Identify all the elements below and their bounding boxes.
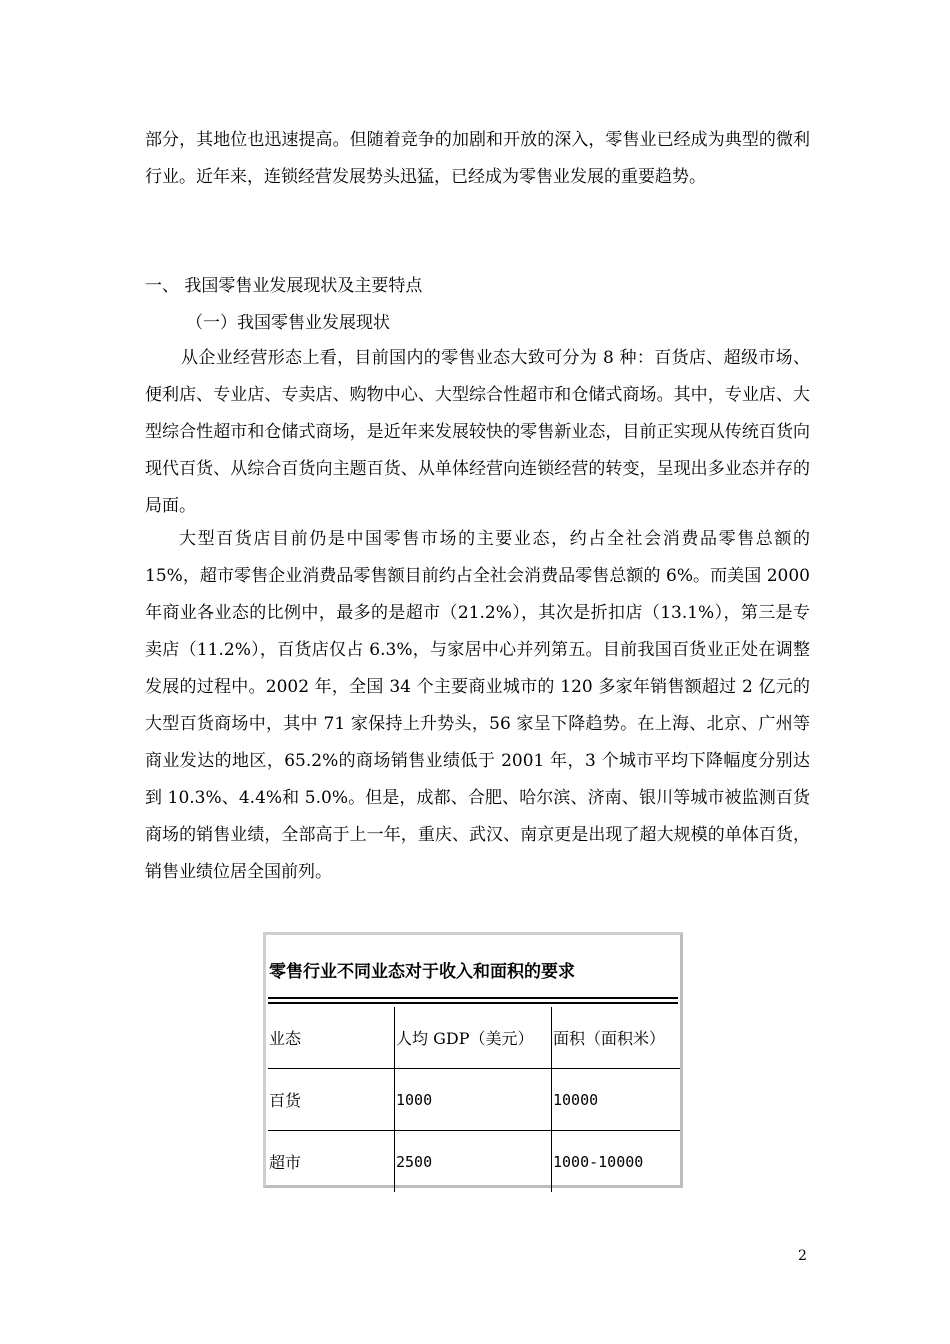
cell-gdp: 1000 bbox=[395, 1069, 552, 1131]
table-grid bbox=[268, 1007, 680, 1192]
paragraph-intro: 部分，其地位也迅速提高。但随着竞争的加剧和开放的深入，零售业已经成为典型的微利行业。近年来，连锁经营发展势头迅猛，已经成为零售业发展的重要趋势。 bbox=[145, 130, 810, 187]
table-row bbox=[268, 1069, 680, 1131]
header-cell-area: 面积（面积米） bbox=[552, 1007, 681, 1069]
subsection-heading: （一）我国零售业发展现状 bbox=[186, 313, 390, 333]
cell-area: 10000 bbox=[552, 1069, 681, 1131]
retail-requirements-table bbox=[263, 932, 683, 1188]
page-number: 2 bbox=[798, 1248, 807, 1264]
header-cell-format: 业态 bbox=[269, 1029, 302, 1048]
cell-format: 百货 bbox=[268, 1069, 395, 1131]
table-header-row bbox=[268, 1007, 680, 1069]
section-heading: 一、 我国零售业发展现状及主要特点 bbox=[145, 276, 423, 296]
cell-area: 1000-10000 bbox=[552, 1131, 681, 1193]
cell-format: 超市 bbox=[268, 1131, 395, 1193]
table-title: 零售行业不同业态对于收入和面积的要求 bbox=[269, 962, 575, 982]
table-row bbox=[268, 1131, 680, 1193]
paragraph-department-stores: 大型百货店目前仍是中国零售市场的主要业态，约占全社会消费品零售总额的 15%，超市零售企业消费品零售额目前约占全社会消费品零售总额的 6%。而美国 2000 年商业各业态的比例中，最多的是超市（21.2%），其次是折扣店（13.1%），第三是专卖店（11.2%），百货店仅占 6.3%，与家居中心并列第五。目前我国百货业正处在调整发展的过程中。2002 年，全国 34 个主要商业城市的 120 多家年销售额超过 2 亿元的大型百货商场中，其中 71 家保持上升势头，56 家呈下降趋势。在上海、北京、广州等商业发达的地区，65.2%的商场销售业绩低于 2001 年，3 个城市平均下降幅度分别达到 10.3%、4.4%和 5.0%。但是，成都、合肥、哈尔滨、济南、银川等城市被监测百货商场的销售业绩，全部高于上一年，重庆、武汉、南京更是出现了超大规模的单体百货，销售业绩位居全国前列。 bbox=[145, 529, 810, 882]
paragraph-retail-forms: 从企业经营形态上看，目前国内的零售业态大致可分为 8 种：百货店、超级市场、便利店、专业店、专卖店、购物中心、大型综合性超市和仓储式商场。其中，专业店、大型综合性超市和仓储式商场，是近年来发展较快的零售新业态，目前正实现从传统百货向现代百货、从综合百货向主题百货、从单体经营向连锁经营的转变，呈现出多业态并存的局面。 bbox=[145, 348, 810, 516]
header-cell-gdp: 人均 GDP（美元） bbox=[395, 1007, 552, 1069]
cell-gdp: 2500 bbox=[395, 1131, 552, 1193]
table-double-rule bbox=[268, 997, 678, 1004]
